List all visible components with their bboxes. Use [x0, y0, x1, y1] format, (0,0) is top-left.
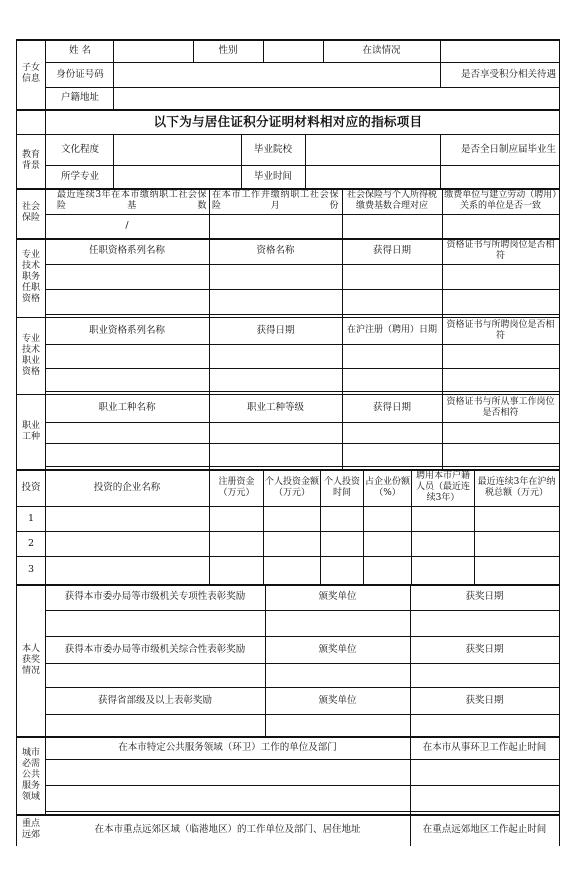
grid-line: [45, 443, 559, 444]
field-label: 文化程度: [60, 143, 99, 155]
gender-field[interactable]: [263, 39, 323, 62]
column-header: 在沪注册（聘用）日期: [346, 325, 437, 335]
column-header: 任职资格系列名称: [88, 245, 165, 256]
column-header: 获奖日期: [465, 591, 504, 602]
field-label: 性别: [218, 44, 238, 56]
major-field[interactable]: [113, 165, 241, 188]
column-header: 占企业份额（%）: [365, 476, 410, 498]
section-label: 投资: [21, 481, 41, 493]
field-label: 毕业时间: [253, 170, 292, 182]
field-label: 在读情况: [362, 44, 401, 56]
grid-line: [45, 314, 559, 315]
grad-time-field[interactable]: [305, 165, 440, 188]
grid-line: [342, 188, 343, 238]
school-field[interactable]: [305, 134, 440, 165]
column-header: 职业资格系列名称: [88, 324, 165, 336]
column-header: 资格证书与所聘岗位是否相符: [446, 240, 555, 261]
column-header: 获得本市委办局等市级机关综合性表彰奖励: [64, 643, 246, 655]
grid-line: [363, 469, 364, 584]
field-label: 是否全日制应届毕业生: [460, 143, 556, 155]
column-header: 获得日期: [372, 245, 411, 256]
column-header: 个人投资金额（万元）: [265, 476, 319, 498]
section-label: 本人获奖情况: [21, 643, 40, 676]
column-header: 聘用本市户籍人员（最近连续3年）: [415, 471, 470, 503]
column-header: 注册资金（万元）: [218, 476, 255, 498]
column-header: 获得日期: [372, 402, 411, 413]
grid-line: [45, 368, 559, 369]
column-header: 最近连续3年在沪纳税总额（万元）: [477, 476, 556, 498]
grid-line: [45, 264, 559, 265]
grid-line: [45, 759, 559, 760]
field-label: 姓 名: [68, 44, 92, 56]
column-header: 缴费单位与建立劳动（聘用）关系的单位是否一致: [444, 190, 557, 211]
row-number: 1: [27, 512, 35, 524]
slash-mark: /: [125, 220, 129, 231]
grid-line: [17, 556, 559, 557]
grid-line: [342, 317, 343, 394]
form-table: [16, 39, 560, 846]
grid-line: [45, 422, 559, 423]
row-number: 2: [27, 537, 35, 549]
section-label: 教育背景: [21, 150, 40, 171]
grid-line: [45, 344, 559, 345]
grid-line: [45, 714, 559, 715]
grid-line: [320, 469, 321, 584]
column-header: 资格名称: [256, 245, 295, 256]
field-label: 所学专业: [60, 170, 99, 182]
column-header: 获奖日期: [465, 643, 504, 655]
hukou-field[interactable]: [113, 87, 559, 109]
grid-line: [17, 531, 559, 532]
id-field[interactable]: [113, 62, 440, 87]
section-label: 城市必需公共服务领域: [21, 747, 40, 802]
section-label: 重点远郊: [21, 819, 40, 840]
degree-field[interactable]: [113, 134, 241, 165]
column-header: 社会保险与个人所得税缴费基数合理对应: [346, 190, 437, 211]
column-header: 颁奖单位: [318, 643, 357, 655]
field-label: 是否享受积分相关待遇: [460, 68, 556, 80]
grid-line: [45, 391, 559, 392]
grid-line: [45, 610, 559, 611]
grid-line: [17, 506, 559, 507]
field-label: 身份证号码: [56, 68, 104, 80]
column-header: 在本市重点远郊区域（临港地区）的工作单位及部门、居住地址: [94, 824, 361, 835]
column-header: 个人投资时间: [323, 476, 360, 498]
grid-line: [474, 469, 475, 584]
grid-line: [45, 289, 559, 290]
grid-line: [411, 469, 412, 584]
section-label: 专业技术职务任职资格: [21, 250, 40, 304]
column-header: 资格证书与所从事工作岗位是否相符: [446, 397, 555, 418]
column-header: 职业工种名称: [98, 402, 156, 413]
column-header: 获奖日期: [465, 694, 504, 706]
column-header: 在本市特定公共服务领域（环卫）工作的单位及部门: [118, 741, 337, 753]
grid-line: [45, 663, 559, 664]
grid-line: [209, 469, 210, 584]
column-header: 获得日期: [256, 324, 295, 336]
section-label: 子女信息: [21, 63, 40, 84]
section-label: 专业技术职业资格: [21, 333, 40, 377]
field-label: 户籍地址: [60, 92, 99, 103]
study-field[interactable]: [440, 39, 559, 62]
column-header: 最近连续3年在本市缴纳职工社会保险基数: [57, 190, 207, 211]
grid-line: [442, 317, 443, 394]
section-label: 社会保险: [21, 202, 40, 223]
name-field[interactable]: [113, 39, 193, 62]
grid-line: [442, 394, 443, 469]
column-header: 获得本市委办局等市级机关专项性表彰奖励: [64, 591, 246, 602]
column-header: 在本市从事环卫工作起止时间: [422, 741, 547, 753]
column-header: 获得省部级及以上表彰奖励: [97, 694, 212, 706]
column-header: 颁奖单位: [318, 694, 357, 706]
grid-line: [442, 188, 443, 238]
grid-line: [45, 811, 559, 812]
grid-line: [442, 238, 443, 317]
column-header: 在重点远郊地区工作起止时间: [422, 824, 547, 835]
row-number: 3: [27, 564, 35, 575]
section-label: 职业工种: [21, 420, 40, 442]
column-header: 投资的企业名称: [93, 481, 161, 493]
column-header: 在本市工作并缴纳职工社会保险月份: [212, 190, 339, 211]
field-label: 毕业院校: [253, 143, 292, 155]
grid-line: [45, 785, 559, 786]
section-banner: 以下为与居住证积分证明材料相对应的指标项目: [153, 113, 423, 129]
grid-line: [45, 466, 559, 467]
column-header: 资格证书与所聘岗位是否相符: [446, 319, 555, 341]
grid-line: [209, 188, 210, 238]
column-header: 颁奖单位: [318, 591, 357, 602]
grid-line: [263, 469, 264, 584]
column-header: 职业工种等级: [246, 402, 304, 413]
